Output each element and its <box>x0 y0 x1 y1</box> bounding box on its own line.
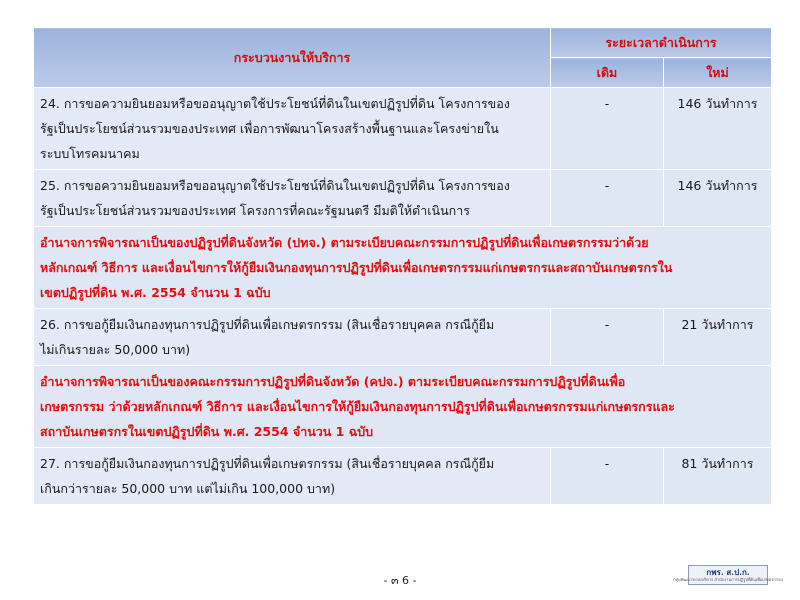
table-row <box>34 309 772 366</box>
row-24-new: 146 วันทำการ <box>664 88 772 170</box>
header-new: ใหม่ <box>664 58 772 88</box>
authority-note-kpj: อำนาจการพิจารณาเป็นของคณะกรรมการปฏิรูปที่ดินจังหวัด (คปจ.) ตามระเบียบคณะกรรมการปฏิรูปที่ดินเพื่อ เกษตรกรรม ว่าด้วยหลักเกณฑ์ วิธีการ และเงื่อนไขการให้กู้ยืมเงินกองทุนการปฏิรูปที่ดินเพื่อเกษตรกรรมแก่เกษตรกรและ สถาบันเกษตรกรในเขตปฏิรูปที่ดิน พ.ศ. 2554 จำนวน 1 ฉบับ <box>34 366 772 448</box>
row-27-old: - <box>551 448 664 505</box>
logo-title: กพร. ส.ป.ก. <box>706 567 750 577</box>
authority-row <box>34 366 772 448</box>
service-table <box>33 27 772 505</box>
row-26-new: 21 วันทำการ <box>664 309 772 366</box>
header-duration: ระยะเวลาดำเนินการ <box>551 28 772 58</box>
header-process: กระบวนงานให้บริการ <box>34 28 551 88</box>
authority-note-ptj: อำนาจการพิจารณาเป็นของปฏิรูปที่ดินจังหวัด (ปทจ.) ตามระเบียบคณะกรรมการปฏิรูปที่ดินเพื่อเกษตรกรรมว่าด้วย หลักเกณฑ์ วิธีการ และเงื่อนไขการให้กู้ยืมเงินกองทุนการปฏิรูปที่ดินเพื่อเกษตรกรรมแก่เกษตรกรและสถาบันเกษตรกรใน เขตปฏิรูปที่ดิน พ.ศ. 2554 จำนวน 1 ฉบับ <box>34 227 772 309</box>
row-25-old: - <box>551 170 664 227</box>
logo-subtitle: กลุ่มพัฒนาระบบบริหาร สำนักงานการปฏิรูปที่ดินเพื่อเกษตรกรรม <box>673 577 783 582</box>
row-26-description: 26. การขอกู้ยืมเงินกองทุนการปฏิรูปที่ดินเพื่อเกษตรกรรม (สินเชื่อรายบุคคล กรณีกู้ยืม ไม่เกินรายละ 50,000 บาท) <box>34 309 551 366</box>
row-26-old: - <box>551 309 664 366</box>
opdc-alro-logo <box>673 565 783 585</box>
authority-row <box>34 227 772 309</box>
table-row <box>34 88 772 170</box>
row-24-description: 24. การขอความยินยอมหรือขออนุญาตใช้ประโยชน์ที่ดินในเขตปฏิรูปที่ดิน โครงการของ รัฐเป็นประโยชน์ส่วนรวมของประเทศ เพื่อการพัฒนาโครงสร้างพื้นฐานและโครงข่ายใน ระบบโทรคมนาคม <box>34 88 551 170</box>
table-row <box>34 170 772 227</box>
row-25-new: 146 วันทำการ <box>664 170 772 227</box>
page-number: - ๓ 6 - <box>383 574 417 587</box>
row-24-old: - <box>551 88 664 170</box>
row-25-description: 25. การขอความยินยอมหรือขออนุญาตใช้ประโยชน์ที่ดินในเขตปฏิรูปที่ดิน โครงการของ รัฐเป็นประโยชน์ส่วนรวมของประเทศ โครงการที่คณะรัฐมนตรี มีมติให้ดำเนินการ <box>34 170 551 227</box>
row-27-new: 81 วันทำการ <box>664 448 772 505</box>
row-27-description: 27. การขอกู้ยืมเงินกองทุนการปฏิรูปที่ดินเพื่อเกษตรกรรม (สินเชื่อรายบุคคล กรณีกู้ยืม เกินกว่ารายละ 50,000 บาท แต่ไม่เกิน 100,000 บาท) <box>34 448 551 505</box>
table-row <box>34 448 772 505</box>
header-old: เดิม <box>551 58 664 88</box>
